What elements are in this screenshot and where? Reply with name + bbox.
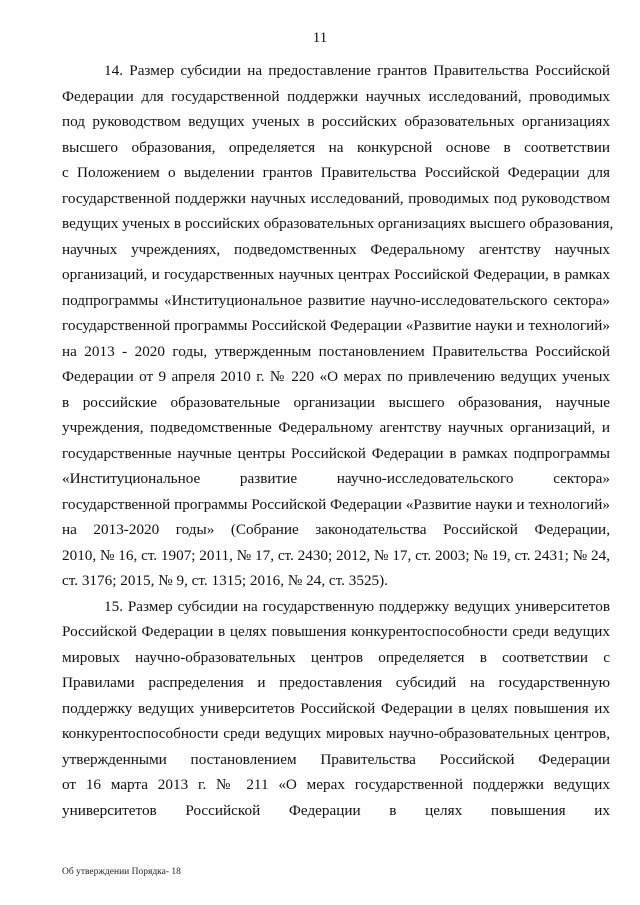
paragraph-15-line: Российской Федерации в целях повышения конкурентоспособности среди ведущих	[62, 623, 610, 640]
paragraph-14-line: под руководством ведущих ученых в российских образовательных организациях	[62, 113, 610, 130]
paragraph-14-line: в российские образовательные организации высшего образования, научные	[62, 393, 610, 411]
paragraph-14-line: Федерации для государственной поддержки научных исследований, проводимых	[62, 87, 610, 105]
paragraph-14-line: научных учреждениях, подведомственных Федеральному агентству научных	[62, 240, 610, 258]
paragraph-14-line: государственной программы Российской Федерации «Развитие науки и технологий»	[62, 495, 610, 513]
paragraph-15-line: от 16 марта 2013 г. № 211 «О мерах государственной поддержки ведущих	[62, 776, 610, 793]
paragraph-14-line: 14. Размер субсидии на предоставление грантов Правительства Российской	[104, 62, 610, 79]
paragraph-15-line: Правилами распределения и предоставления субсидий на государственную	[62, 674, 610, 691]
paragraph-14-line: учреждения, подведомственные Федеральному агентству научных организаций, и	[62, 419, 610, 436]
paragraph-15-line: 15. Размер субсидии на государственную поддержку ведущих университетов	[104, 597, 610, 615]
paragraph-14-line: подпрограммы «Институциональное развитие научно-исследовательского сектора»	[62, 291, 610, 309]
paragraph-14-line: государственной программы Российской Федерации «Развитие науки и технологий»	[62, 317, 610, 334]
document-body	[62, 58, 614, 823]
paragraph-15-line: поддержку ведущих университетов Российской Федерации в целях повышения их	[62, 699, 610, 717]
paragraph-14-line: государственной поддержки научных исследований, проводимых под руководством	[62, 189, 610, 207]
paragraph-15-line: утвержденными постановлением Правительства Российской Федерации	[62, 750, 610, 768]
paragraph-14-line: ведущих ученых в российских образовательных организациях высшего образования,	[62, 215, 614, 232]
paragraph-14-line: с Положением о выделении грантов Правительства Российской Федерации для	[62, 164, 610, 181]
paragraph-14-line: на 2013 - 2020 годы, утвержденным постановлением Правительства Российской	[62, 342, 610, 360]
footer-document-reference: Об утверждении Порядка- 18	[62, 867, 181, 877]
paragraph-14-line: Федерации от 9 апреля 2010 г. № 220 «О мерах по привлечению ведущих ученых	[62, 368, 610, 385]
paragraph-14-line: «Институциональное развитие научно-исследовательского сектора»	[62, 470, 610, 487]
paragraph-14-line: высшего образования, определяется на конкурсной основе в соответствии	[62, 138, 610, 156]
paragraph-14-line: ст. 3176; 2015, № 9, ст. 1315; 2016, № 24, ст. 3525).	[62, 572, 388, 589]
paragraph-15-line: университетов Российской Федерации в целях повышения их	[62, 801, 610, 819]
paragraph-15-line: мировых научно-образовательных центров определяется в соответствии с	[62, 648, 610, 666]
paragraph-14-line: 2010, № 16, ст. 1907; 2011, № 17, ст. 2430; 2012, № 17, ст. 2003; № 19, ст. 2431; № 24,	[62, 546, 610, 564]
paragraph-14-line: на 2013-2020 годы» (Собрание законодательства Российской Федерации,	[62, 521, 610, 538]
paragraph-15-line: конкурентоспособности среди ведущих мировых научно-образовательных центров,	[62, 725, 610, 742]
page-number: 11	[312, 30, 328, 46]
paragraph-14-line: организаций, и государственных научных центрах Российской Федерации, в рамках	[62, 266, 610, 283]
paragraph-14-line: государственные научные центры Российской Федерации в рамках подпрограммы	[62, 444, 610, 462]
